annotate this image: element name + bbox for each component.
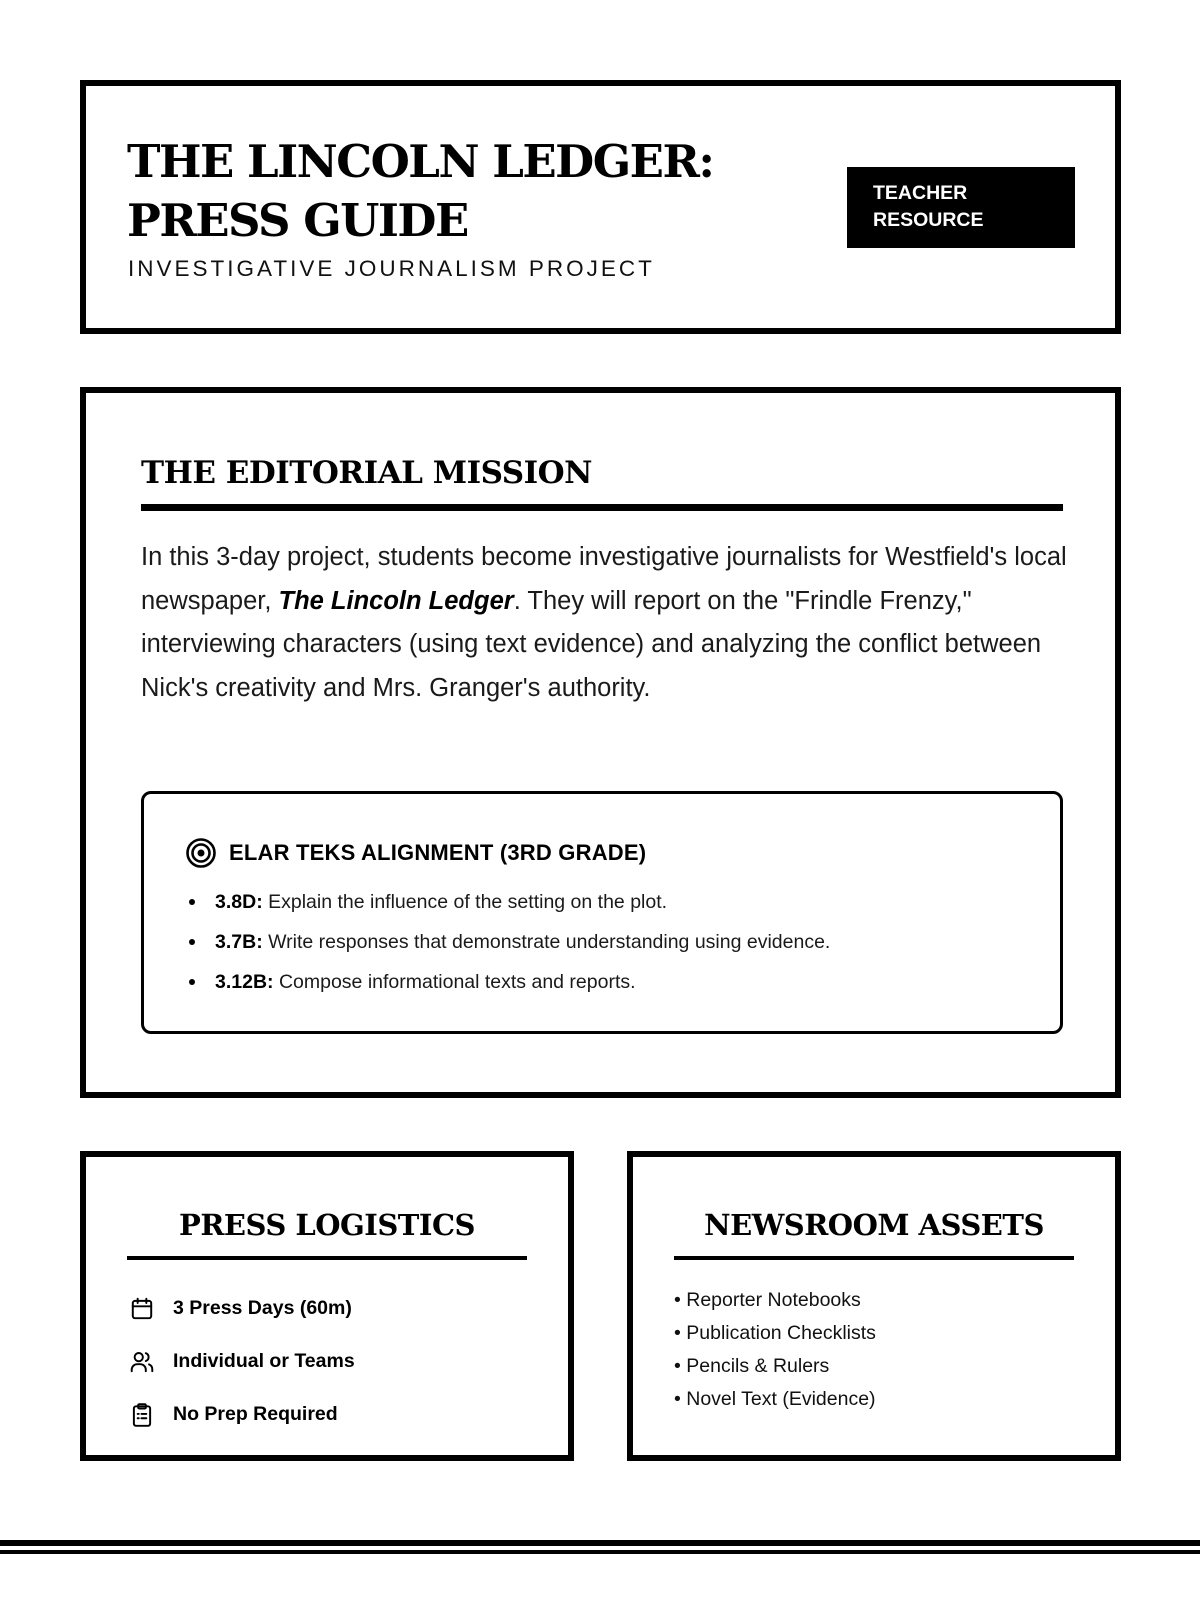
assets-heading: NEWSROOM ASSETS: [704, 1208, 1044, 1242]
logistics-label: No Prep Required: [173, 1403, 338, 1425]
logistics-divider: [127, 1256, 527, 1260]
mission-text-part-1: In this 3-day project, students become investigative journalists for Westfield's local newspaper,: [141, 543, 1067, 615]
logistics-label: 3 Press Days (60m): [173, 1297, 352, 1319]
teks-list: [189, 882, 830, 1002]
teks-code: 3.12B:: [215, 971, 274, 993]
logistics-heading: PRESS LOGISTICS: [179, 1208, 475, 1242]
press-logistics-panel: [80, 1151, 574, 1461]
mission-text-part-2: . They will report on the "Frindle Frenzy," interviewing characters (using text evidence) and analyzing the conflict between Nick's creativity and Mrs. Granger's authority.: [141, 586, 1042, 702]
teks-description: Write responses that demonstrate understanding using evidence.: [262, 931, 831, 953]
newspaper-name: The Lincoln Ledger: [278, 586, 514, 615]
newsroom-assets-panel: [627, 1151, 1121, 1461]
footer-divider-thin: [0, 1550, 1200, 1554]
list-item: [189, 962, 830, 1002]
logistics-list: [127, 1282, 355, 1441]
teks-header: [185, 833, 646, 873]
mission-divider: [141, 504, 1063, 511]
logistics-label: Individual or Teams: [173, 1350, 355, 1372]
teks-code: 3.7B:: [215, 931, 263, 953]
target-icon: [185, 837, 217, 869]
list-item: • Publication Checklists: [674, 1322, 876, 1344]
page-subtitle: INVESTIGATIVE JOURNALISM PROJECT: [128, 256, 655, 281]
page-title: THE LINCOLN LEDGER: PRESS GUIDE: [127, 135, 714, 247]
teks-description: Compose informational texts and reports.: [273, 971, 636, 993]
list-item: • Novel Text (Evidence): [674, 1388, 876, 1410]
teks-description: Explain the influence of the setting on the plot.: [262, 891, 668, 913]
assets-divider: [674, 1256, 1074, 1260]
editorial-mission-panel: [80, 387, 1121, 1098]
list-item: [127, 1335, 355, 1388]
mission-paragraph: [141, 536, 1076, 710]
list-item: [189, 882, 830, 922]
calendar-icon: [127, 1294, 157, 1324]
teks-alignment-box: [141, 791, 1063, 1034]
footer-divider-thick: [0, 1540, 1200, 1546]
teacher-resource-badge: TEACHER RESOURCE: [847, 167, 1075, 248]
teks-title: ELAR TEKS ALIGNMENT (3RD GRADE): [229, 840, 647, 865]
list-item: [127, 1282, 355, 1335]
teks-code: 3.8D:: [215, 891, 263, 913]
list-item: [189, 922, 830, 962]
list-item: • Pencils & Rulers: [674, 1355, 830, 1377]
header-panel: [80, 80, 1121, 334]
users-icon: [127, 1347, 157, 1377]
list-item: • Reporter Notebooks: [674, 1289, 861, 1311]
list-item: [127, 1388, 355, 1441]
assets-list: [674, 1284, 876, 1416]
mission-heading: THE EDITORIAL MISSION: [141, 455, 593, 491]
clipboard-icon: [127, 1400, 157, 1430]
